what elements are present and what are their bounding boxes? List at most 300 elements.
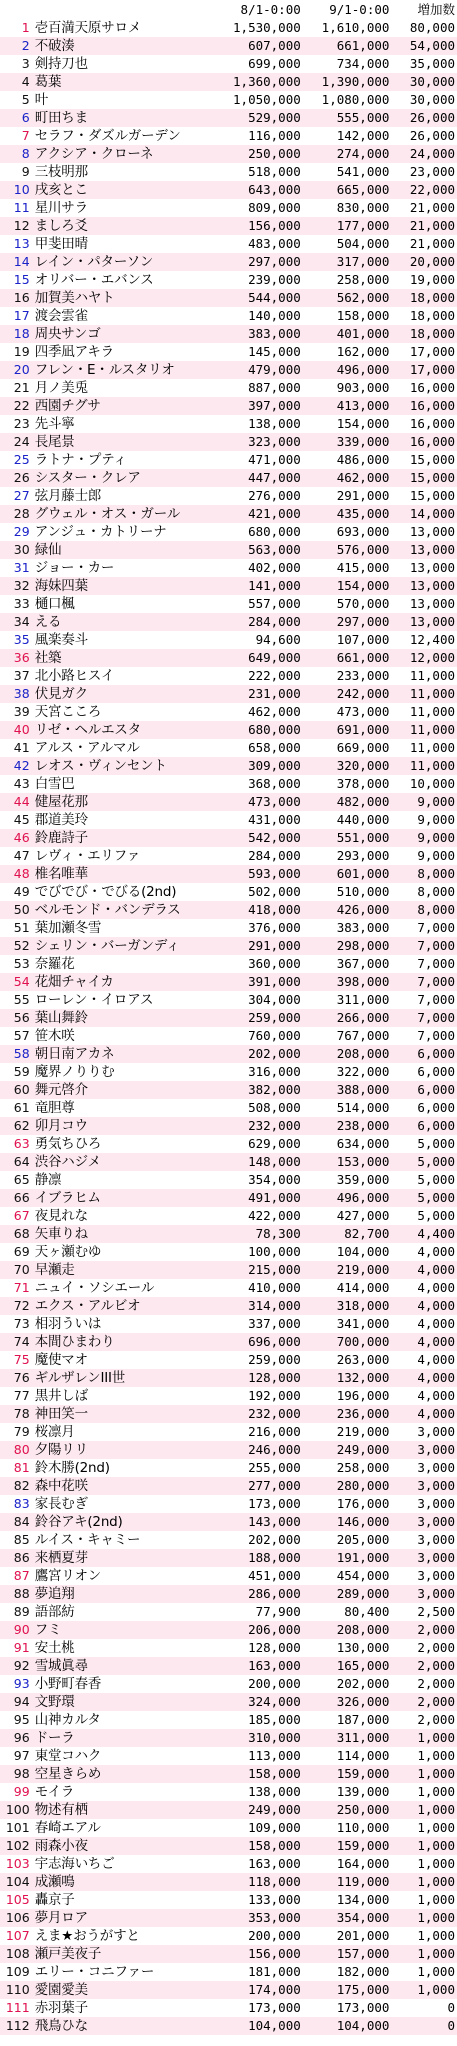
table-row xyxy=(0,307,457,325)
name-cell: 神田笑一 xyxy=(34,1406,88,1422)
table-row xyxy=(0,1369,457,1387)
table-row xyxy=(0,217,457,235)
rank-cell: 101 xyxy=(5,1820,30,1835)
aug-count-cell: 887,000 xyxy=(248,380,301,395)
sep-count-cell: 142,000 xyxy=(336,128,390,143)
aug-count-cell: 760,000 xyxy=(248,1028,301,1043)
aug-count-cell: 696,000 xyxy=(248,1334,301,1349)
table-row xyxy=(0,451,457,469)
name-cell: 文野環 xyxy=(34,1694,75,1710)
sep-count-cell: 159,000 xyxy=(336,1838,390,1853)
aug-count-cell: 185,000 xyxy=(248,1712,301,1727)
sep-count-cell: 693,000 xyxy=(336,524,390,539)
aug-count-cell: 192,000 xyxy=(248,1388,301,1403)
rank-cell: 17 xyxy=(13,308,30,323)
aug-count-cell: 109,000 xyxy=(248,1820,301,1835)
increase-cell: 8,000 xyxy=(417,866,455,881)
sep-count-cell: 80,400 xyxy=(344,1604,390,1619)
table-row xyxy=(0,1819,457,1837)
name-cell: 周央サンゴ xyxy=(34,326,101,342)
table-row xyxy=(0,1009,457,1027)
rank-cell: 44 xyxy=(13,794,30,809)
aug-count-cell: 143,000 xyxy=(248,1514,301,1529)
increase-cell: 16,000 xyxy=(409,434,455,449)
table-row xyxy=(0,325,457,343)
sep-count-cell: 311,000 xyxy=(336,992,390,1007)
increase-cell: 4,000 xyxy=(417,1406,455,1421)
table-row xyxy=(0,775,457,793)
name-cell: 伏見ガク xyxy=(34,686,88,702)
increase-cell: 7,000 xyxy=(417,974,455,989)
table-row xyxy=(0,883,457,901)
rank-cell: 36 xyxy=(13,650,30,665)
sep-count-cell: 114,000 xyxy=(336,1748,390,1763)
table-row xyxy=(0,1927,457,1945)
name-cell: 椎名唯華 xyxy=(34,866,88,882)
table-row xyxy=(0,919,457,937)
increase-cell: 16,000 xyxy=(409,416,455,431)
rank-cell: 85 xyxy=(13,1532,30,1547)
table-row xyxy=(0,577,457,595)
sep-count-cell: 164,000 xyxy=(336,1856,390,1871)
table-row xyxy=(0,487,457,505)
increase-cell: 1,000 xyxy=(417,1856,455,1871)
sep-count-cell: 219,000 xyxy=(336,1262,390,1277)
sep-count-cell: 132,000 xyxy=(336,1370,390,1385)
increase-cell: 7,000 xyxy=(417,1010,455,1025)
increase-cell: 22,000 xyxy=(409,182,455,197)
aug-count-cell: 422,000 xyxy=(248,1208,301,1223)
name-cell: 矢車りね xyxy=(34,1226,88,1242)
name-cell: 勇気ちひろ xyxy=(34,1136,102,1152)
increase-cell: 6,000 xyxy=(417,1118,455,1133)
name-cell: 愛園愛美 xyxy=(34,1982,88,1998)
table-row xyxy=(0,1261,457,1279)
rank-cell: 95 xyxy=(13,1712,30,1727)
aug-count-cell: 173,000 xyxy=(248,1496,301,1511)
increase-cell: 7,000 xyxy=(417,920,455,935)
sep-count-cell: 388,000 xyxy=(336,1082,390,1097)
name-cell: 魔界ノりりむ xyxy=(34,1064,115,1080)
name-cell: 鈴木勝(2nd) xyxy=(34,1460,110,1476)
sep-count-cell: 504,000 xyxy=(336,236,390,251)
increase-cell: 16,000 xyxy=(409,380,455,395)
name-cell: 飛鳥ひな xyxy=(34,2018,88,2034)
sep-count-cell: 317,000 xyxy=(336,254,390,269)
aug-count-cell: 216,000 xyxy=(248,1424,301,1439)
increase-cell: 30,000 xyxy=(409,74,455,89)
rank-cell: 91 xyxy=(13,1640,30,1655)
sep-count-cell: 258,000 xyxy=(336,1460,390,1475)
name-cell: 夜見れな xyxy=(34,1208,88,1224)
increase-cell: 13,000 xyxy=(409,578,455,593)
aug-count-cell: 483,000 xyxy=(248,236,301,251)
rank-cell: 71 xyxy=(13,1280,30,1295)
name-cell: 天ヶ瀬むゆ xyxy=(34,1244,102,1260)
table-row xyxy=(0,1099,457,1117)
aug-count-cell: 163,000 xyxy=(248,1856,301,1871)
increase-cell: 11,000 xyxy=(409,668,455,683)
table-row xyxy=(0,127,457,145)
name-cell: 西園チグサ xyxy=(34,398,101,414)
table-row xyxy=(0,1963,457,1981)
table-row xyxy=(0,1531,457,1549)
sep-count-cell: 208,000 xyxy=(336,1046,390,1061)
name-cell: 葛葉 xyxy=(34,74,62,90)
aug-count-cell: 607,000 xyxy=(248,38,301,53)
increase-cell: 13,000 xyxy=(409,596,455,611)
table-row xyxy=(0,1639,457,1657)
name-cell: 黒井しば xyxy=(34,1388,88,1404)
sep-count-cell: 159,000 xyxy=(336,1766,390,1781)
sep-column-header: 9/1-0:00 xyxy=(329,1,390,17)
table-row xyxy=(0,1117,457,1135)
table-row xyxy=(0,1333,457,1351)
increase-cell: 18,000 xyxy=(409,308,455,323)
increase-cell: 4,000 xyxy=(417,1334,455,1349)
aug-count-cell: 259,000 xyxy=(248,1010,301,1025)
sep-count-cell: 291,000 xyxy=(336,488,390,503)
sep-count-cell: 242,000 xyxy=(336,686,390,701)
table-row xyxy=(0,379,457,397)
sep-count-cell: 134,000 xyxy=(336,1892,390,1907)
table-row xyxy=(0,91,457,109)
name-cell: 山神カルタ xyxy=(34,1712,101,1728)
aug-count-cell: 158,000 xyxy=(248,1766,301,1781)
increase-cell: 4,000 xyxy=(417,1244,455,1259)
rank-cell: 39 xyxy=(13,704,30,719)
increase-cell: 13,000 xyxy=(409,542,455,557)
name-cell: 空星きらめ xyxy=(34,1766,102,1782)
increase-cell: 2,000 xyxy=(417,1640,455,1655)
rank-cell: 8 xyxy=(21,146,30,161)
aug-count-cell: 284,000 xyxy=(248,614,301,629)
rank-cell: 98 xyxy=(13,1766,30,1781)
name-cell: 緑仙 xyxy=(34,542,62,558)
table-row xyxy=(0,1189,457,1207)
increase-cell: 2,500 xyxy=(417,1604,455,1619)
increase-cell: 12,000 xyxy=(409,650,455,665)
sep-count-cell: 398,000 xyxy=(336,974,390,989)
increase-cell: 3,000 xyxy=(417,1442,455,1457)
aug-count-cell: 206,000 xyxy=(248,1622,301,1637)
sep-count-cell: 104,000 xyxy=(336,2018,390,2033)
rank-cell: 30 xyxy=(13,542,30,557)
aug-count-cell: 529,000 xyxy=(248,110,301,125)
sep-count-cell: 297,000 xyxy=(336,614,390,629)
table-row xyxy=(0,1153,457,1171)
name-cell: でびでび・でびる(2nd) xyxy=(34,884,177,900)
aug-count-cell: 593,000 xyxy=(248,866,301,881)
rank-cell: 21 xyxy=(13,380,30,395)
aug-count-cell: 479,000 xyxy=(248,362,301,377)
name-cell: グウェル・オス・ガール xyxy=(34,506,181,522)
name-cell: 町田ちま xyxy=(34,110,88,126)
increase-cell: 6,000 xyxy=(417,1082,455,1097)
table-row xyxy=(0,1549,457,1567)
name-cell: 星川サラ xyxy=(34,200,88,216)
table-row xyxy=(0,1999,457,2017)
rank-cell: 63 xyxy=(13,1136,30,1151)
aug-count-cell: 128,000 xyxy=(248,1370,301,1385)
sep-count-cell: 734,000 xyxy=(336,56,390,71)
increase-cell: 7,000 xyxy=(417,992,455,1007)
aug-count-cell: 222,000 xyxy=(248,668,301,683)
aug-count-cell: 232,000 xyxy=(248,1118,301,1133)
sep-count-cell: 119,000 xyxy=(336,1874,390,1889)
sep-count-cell: 496,000 xyxy=(336,1190,390,1205)
name-cell: オリバー・エバンス xyxy=(34,272,154,288)
sep-count-cell: 158,000 xyxy=(336,308,390,323)
table-row xyxy=(0,955,457,973)
table-row xyxy=(0,1837,457,1855)
name-cell: える xyxy=(34,614,62,630)
increase-cell: 4,000 xyxy=(417,1298,455,1313)
table-row xyxy=(0,1441,457,1459)
name-cell: ましろ爻 xyxy=(34,218,88,234)
table-row xyxy=(0,1909,457,1927)
aug-count-cell: 297,000 xyxy=(248,254,301,269)
sep-count-cell: 208,000 xyxy=(336,1622,390,1637)
increase-cell: 15,000 xyxy=(409,470,455,485)
aug-count-cell: 502,000 xyxy=(248,884,301,899)
aug-count-cell: 116,000 xyxy=(248,128,301,143)
sep-count-cell: 570,000 xyxy=(336,596,390,611)
aug-count-cell: 391,000 xyxy=(248,974,301,989)
increase-cell: 7,000 xyxy=(417,956,455,971)
name-cell: レオス・ヴィンセント xyxy=(34,758,167,774)
table-row xyxy=(0,1783,457,1801)
sep-count-cell: 440,000 xyxy=(336,812,390,827)
aug-count-cell: 418,000 xyxy=(248,902,301,917)
sep-count-cell: 236,000 xyxy=(336,1406,390,1421)
increase-cell: 0 xyxy=(447,2000,455,2015)
increase-cell: 3,000 xyxy=(417,1586,455,1601)
aug-count-cell: 1,530,000 xyxy=(233,20,301,35)
sep-count-cell: 205,000 xyxy=(336,1532,390,1547)
rank-cell: 22 xyxy=(13,398,30,413)
table-row xyxy=(0,1567,457,1585)
table-row xyxy=(0,415,457,433)
rank-cell: 104 xyxy=(5,1874,30,1889)
sep-count-cell: 177,000 xyxy=(336,218,390,233)
table-row xyxy=(0,1027,457,1045)
table-row xyxy=(0,1801,457,1819)
aug-count-cell: 277,000 xyxy=(248,1478,301,1493)
aug-count-cell: 462,000 xyxy=(248,704,301,719)
rank-cell: 34 xyxy=(13,614,30,629)
aug-count-cell: 231,000 xyxy=(248,686,301,701)
aug-count-cell: 542,000 xyxy=(248,830,301,845)
increase-cell: 1,000 xyxy=(417,1838,455,1853)
table-row xyxy=(0,235,457,253)
aug-count-cell: 239,000 xyxy=(248,272,301,287)
sep-count-cell: 191,000 xyxy=(336,1550,390,1565)
sep-count-cell: 146,000 xyxy=(336,1514,390,1529)
aug-count-cell: 158,000 xyxy=(248,1838,301,1853)
aug-count-cell: 680,000 xyxy=(248,524,301,539)
table-row xyxy=(0,829,457,847)
aug-count-cell: 100,000 xyxy=(248,1244,301,1259)
sep-count-cell: 426,000 xyxy=(336,902,390,917)
sep-count-cell: 601,000 xyxy=(336,866,390,881)
name-cell: ルイス・キャミー xyxy=(34,1532,141,1548)
increase-cell: 4,000 xyxy=(417,1262,455,1277)
name-cell: 夢追翔 xyxy=(34,1586,75,1602)
name-cell: 先斗寧 xyxy=(34,416,75,432)
name-cell: 笹木咲 xyxy=(34,1028,75,1044)
increase-cell: 1,000 xyxy=(417,1766,455,1781)
table-row xyxy=(0,1747,457,1765)
rank-cell: 20 xyxy=(13,362,30,377)
increase-cell: 2,000 xyxy=(417,1694,455,1709)
table-row xyxy=(0,1495,457,1513)
name-cell: ニュイ・ソシエール xyxy=(34,1280,155,1296)
aug-count-cell: 181,000 xyxy=(248,1964,301,1979)
name-cell: アクシア・クローネ xyxy=(34,146,154,162)
aug-count-cell: 376,000 xyxy=(248,920,301,935)
name-cell: 瀬戸美夜子 xyxy=(34,1946,102,1962)
rank-cell: 19 xyxy=(13,344,30,359)
aug-count-cell: 140,000 xyxy=(248,308,301,323)
table-row xyxy=(0,1387,457,1405)
name-cell: 朝日南アカネ xyxy=(34,1046,115,1062)
increase-cell: 3,000 xyxy=(417,1550,455,1565)
rank-cell: 111 xyxy=(5,2000,30,2015)
table-row xyxy=(0,271,457,289)
rank-cell: 57 xyxy=(13,1028,30,1043)
rank-cell: 87 xyxy=(13,1568,30,1583)
rank-cell: 54 xyxy=(13,974,30,989)
table-row xyxy=(0,685,457,703)
aug-count-cell: 658,000 xyxy=(248,740,301,755)
rank-cell: 112 xyxy=(5,2018,30,2033)
sep-count-cell: 473,000 xyxy=(336,704,390,719)
aug-count-cell: 113,000 xyxy=(248,1748,301,1763)
table-row xyxy=(0,1351,457,1369)
table-row xyxy=(0,631,457,649)
ranking-rows xyxy=(0,19,457,2035)
sep-count-cell: 551,000 xyxy=(336,830,390,845)
aug-count-cell: 557,000 xyxy=(248,596,301,611)
rank-cell: 88 xyxy=(13,1586,30,1601)
sep-count-cell: 562,000 xyxy=(336,290,390,305)
aug-count-cell: 680,000 xyxy=(248,722,301,737)
name-cell: 天宮こころ xyxy=(34,704,102,720)
sep-count-cell: 289,000 xyxy=(336,1586,390,1601)
rank-cell: 9 xyxy=(21,164,30,179)
increase-cell: 1,000 xyxy=(417,1892,455,1907)
aug-count-cell: 163,000 xyxy=(248,1658,301,1673)
rank-cell: 15 xyxy=(13,272,30,287)
aug-count-cell: 156,000 xyxy=(248,218,301,233)
name-cell: 花畑チャイカ xyxy=(34,974,114,990)
name-cell: 葉加瀬冬雪 xyxy=(34,920,102,936)
aug-count-cell: 447,000 xyxy=(248,470,301,485)
table-row xyxy=(0,505,457,523)
increase-cell: 4,000 xyxy=(417,1388,455,1403)
name-cell: 北小路ヒスイ xyxy=(34,668,115,684)
increase-cell: 1,000 xyxy=(417,1910,455,1925)
aug-count-cell: 138,000 xyxy=(248,416,301,431)
sep-count-cell: 82,700 xyxy=(344,1226,390,1241)
sep-count-cell: 311,000 xyxy=(336,1730,390,1745)
sep-count-cell: 496,000 xyxy=(336,362,390,377)
name-cell: アンジュ・カトリーナ xyxy=(34,524,167,540)
aug-count-cell: 451,000 xyxy=(248,1568,301,1583)
rank-cell: 80 xyxy=(13,1442,30,1457)
name-cell: 宇志海いちご xyxy=(34,1856,115,1872)
sep-count-cell: 326,000 xyxy=(336,1694,390,1709)
name-cell: 家長むぎ xyxy=(34,1496,88,1512)
sep-count-cell: 669,000 xyxy=(336,740,390,755)
rank-cell: 100 xyxy=(5,1802,30,1817)
increase-cell: 54,000 xyxy=(409,38,455,53)
rank-cell: 27 xyxy=(13,488,30,503)
rank-cell: 96 xyxy=(13,1730,30,1745)
name-cell: レヴィ・エリファ xyxy=(34,848,141,864)
increase-cell: 3,000 xyxy=(417,1460,455,1475)
rank-cell: 23 xyxy=(13,416,30,431)
increase-cell: 15,000 xyxy=(409,488,455,503)
increase-cell: 9,000 xyxy=(417,848,455,863)
aug-count-cell: 173,000 xyxy=(248,2000,301,2015)
increase-cell: 2,000 xyxy=(417,1712,455,1727)
name-cell: 竜胆尊 xyxy=(34,1100,75,1116)
increase-cell: 0 xyxy=(447,2018,455,2033)
rank-cell: 65 xyxy=(13,1172,30,1187)
sep-count-cell: 110,000 xyxy=(336,1820,390,1835)
increase-cell: 1,000 xyxy=(417,1748,455,1763)
sep-count-cell: 202,000 xyxy=(336,1676,390,1691)
rank-cell: 97 xyxy=(13,1748,30,1763)
table-row xyxy=(0,289,457,307)
name-cell: 四季凪アキラ xyxy=(34,344,114,360)
sep-count-cell: 510,000 xyxy=(336,884,390,899)
table-row xyxy=(0,1135,457,1153)
table-row xyxy=(0,1693,457,1711)
increase-cell: 1,000 xyxy=(417,1982,455,1997)
sep-count-cell: 414,000 xyxy=(336,1280,390,1295)
sep-count-cell: 176,000 xyxy=(336,1496,390,1511)
name-cell: 社築 xyxy=(34,650,62,666)
table-row xyxy=(0,469,457,487)
increase-cell: 11,000 xyxy=(409,704,455,719)
table-row xyxy=(0,667,457,685)
rank-cell: 103 xyxy=(5,1856,30,1871)
increase-cell: 1,000 xyxy=(417,1802,455,1817)
name-cell: 小野町春香 xyxy=(34,1676,102,1692)
increase-cell: 19,000 xyxy=(409,272,455,287)
table-row xyxy=(0,973,457,991)
name-cell: 早瀬走 xyxy=(34,1262,75,1278)
rank-cell: 61 xyxy=(13,1100,30,1115)
table-row xyxy=(0,1711,457,1729)
increase-cell: 1,000 xyxy=(417,1784,455,1799)
increase-cell: 24,000 xyxy=(409,146,455,161)
sep-count-cell: 266,000 xyxy=(336,1010,390,1025)
name-column-header xyxy=(33,0,212,19)
sep-count-cell: 401,000 xyxy=(336,326,390,341)
sep-count-cell: 173,000 xyxy=(336,2000,390,2015)
table-row xyxy=(0,721,457,739)
increase-cell: 13,000 xyxy=(409,614,455,629)
rank-cell: 45 xyxy=(13,812,30,827)
name-cell: 静凛 xyxy=(34,1172,62,1188)
sep-count-cell: 661,000 xyxy=(336,38,390,53)
name-cell: 赤羽葉子 xyxy=(34,2000,88,2016)
sep-count-cell: 107,000 xyxy=(336,632,390,647)
